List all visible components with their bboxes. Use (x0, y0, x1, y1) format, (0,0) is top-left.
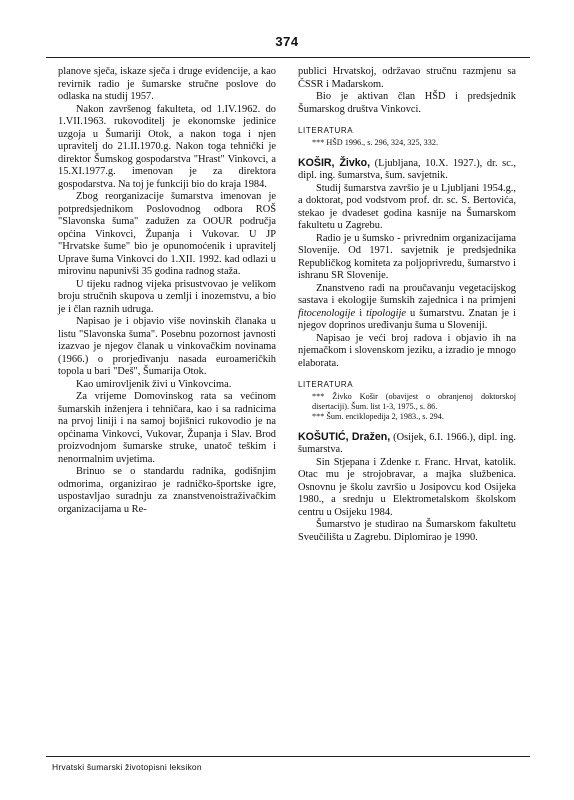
literature-item: *** HŠD 1996., s. 296, 324, 325, 332. (312, 137, 439, 147)
paragraph: Napisao je veći broj radova i objavio ih na njemačkom i slovenskom jeziku, a izradio je mnogo elaborata. (298, 332, 516, 369)
entry-name: KOŠIR, Živko, (298, 156, 371, 169)
entry-heading-kosutic (298, 431, 516, 457)
footer-title: Hrvatski šumarski životopisni leksikon (52, 762, 202, 772)
paragraph: Kao umirovljenik živi u Vinkovcima. (76, 378, 232, 390)
literature-item: *** Šum. enciklopedija 2, 1983., s. 294. (312, 411, 444, 421)
page-number: 374 (275, 34, 299, 49)
literature-label: LITERATURA (298, 380, 354, 389)
literature-item: *** Živko Košir (obavijest o obranjenoj doktorskoj disertaciji). Šum. list 1-3, 1975., s. 86. (312, 391, 516, 411)
paragraph: Šumarstvo je studirao na Šumarskom fakultetu Sveučilišta u Zagrebu. Diplomirao je 1990. (298, 519, 516, 543)
left-column (58, 66, 276, 516)
paragraph: Zbog reorganizacije šumarstva imenovan je potpredsjednikom Poslovodnog odbora ROŠ "Slavonska šuma" zadužen za OOUR područja općina Vinkovci, Županja i Vukovar. U JP "Hrvatske šume" bio je opunomoćenik i upravitelj Uprave šuma Vinkovci do 1.XII. 1992. kad odlazi u mirovinu napunivši 35 godina radnog staža. (58, 191, 276, 277)
text-run: u šumarstvu. Znatan je i njegov doprinos uređivanju šuma u Sloveniji. (298, 307, 516, 331)
paragraph: Brinuo se o standardu radnika, godišnjim odmorima, organizirao je radničko-športske igre, uspostavljao suradnju za znanstvenoistraživačkim organizacijama u Re- (58, 466, 276, 515)
paragraph: U tijeku radnog vijeka prisustvovao je velikom broju stručnih skupova u zemlji i inozemstvu, a bio je i član raznih udruga. (58, 278, 276, 315)
entry-intro: (Osijek, 6.I. 1966.), dipl. ing. šumarstva. (298, 431, 516, 455)
paragraph-research (298, 283, 516, 333)
paragraph: planove sječa, iskaze sječa i druge evidencije, a kao revirnik radio je šumarske stručne poslove do odlaska na studij 1957. (58, 66, 276, 102)
paragraph: Bio je aktivan član HŠD i predsjednik Šumarskog društva Vinkovci. (298, 91, 516, 115)
header-rule (46, 57, 530, 58)
literature-label: LITERATURA (298, 126, 354, 135)
paragraph: Radio je u šumsko - privrednim organizacijama Slovenije. Od 1971. savjetnik je predsjednika Republičkog komiteta za poljoprivredu, šumarstvo i ishranu SR Slovenije. (298, 232, 516, 281)
paragraph: Napisao je i objavio više novinskih članaka u listu "Slavonska šuma". Posebnu pozornost javnosti izazvao je njegov članak u vinkovačkim novinama (1966.) o prorjeđivanju nasada euroameričkih topola u bari "Deš", Šumarija Otok. (58, 316, 276, 377)
entry-name: KOŠUTIĆ, Dražen, (298, 430, 391, 443)
paragraph: Nakon završenog fakulteta, od 1.IV.1962. do 1.VII.1963. rukovoditelj je ekonomske jedinice uzgoja u Šumariji Otok, a nakon toga i njen upravitelj do 21.II.1970.g. Nakon toga tehnički je direktor Šumskog gospodarstva "Hrast" Vinkovci, a 15.XI.1977.g. imenovan je za direktora gospodarstva. Na toj je funkciji bio do kraja 1984. (58, 103, 276, 190)
paragraph: Za vrijeme Domovinskog rata sa većinom šumarskih inženjera i tehničara, kao i sa radnicima na prvoj liniji i na samoj bojišnici rukovodio je na općinama Vinkovci, Vukovar, Županja i Slav. Brod proizvodnjom šumarske struke, unatoč teškim i nenormalnim uvjetima. (58, 391, 276, 465)
paragraph: Studij šumarstva završio je u Ljubljani 1954.g., a doktorat, pod vodstvom prof. dr. sc. S. Bertovića, stekao je dvadeset godina kasnije na Šumarskom fakultetu u Zagrebu. (298, 182, 516, 231)
right-column (298, 66, 516, 544)
paragraph: Sin Stjepana i Zdenke r. Franc. Hrvat, katolik. Otac mu je strojobravar, a majka službenica. Osnovnu je školu završio u Josipovcu kod Osijeka 1980., a srednju u Elektrometalskom školskom centru u Osijeku 1984. (298, 456, 516, 518)
italic-term: tipologije (366, 307, 406, 319)
paragraph: publici Hrvatskoj, održavao stručnu razmjenu sa ČSSR i Mađarskom. (298, 66, 516, 90)
text-run: i (355, 307, 367, 319)
text-run: Znanstveno radi na proučavanju vegetacijskog sastava i ekologije šumskih zajednica i na primjeni (298, 282, 516, 306)
entry-heading-kosir (298, 157, 516, 183)
italic-term: fitocenologije (298, 307, 356, 319)
entry-intro: (Ljubljana, 10.X. 1927.), dr. sc., dipl. ing. šumarstva, šum. savjetnik. (298, 157, 516, 181)
footer-rule (46, 756, 530, 757)
